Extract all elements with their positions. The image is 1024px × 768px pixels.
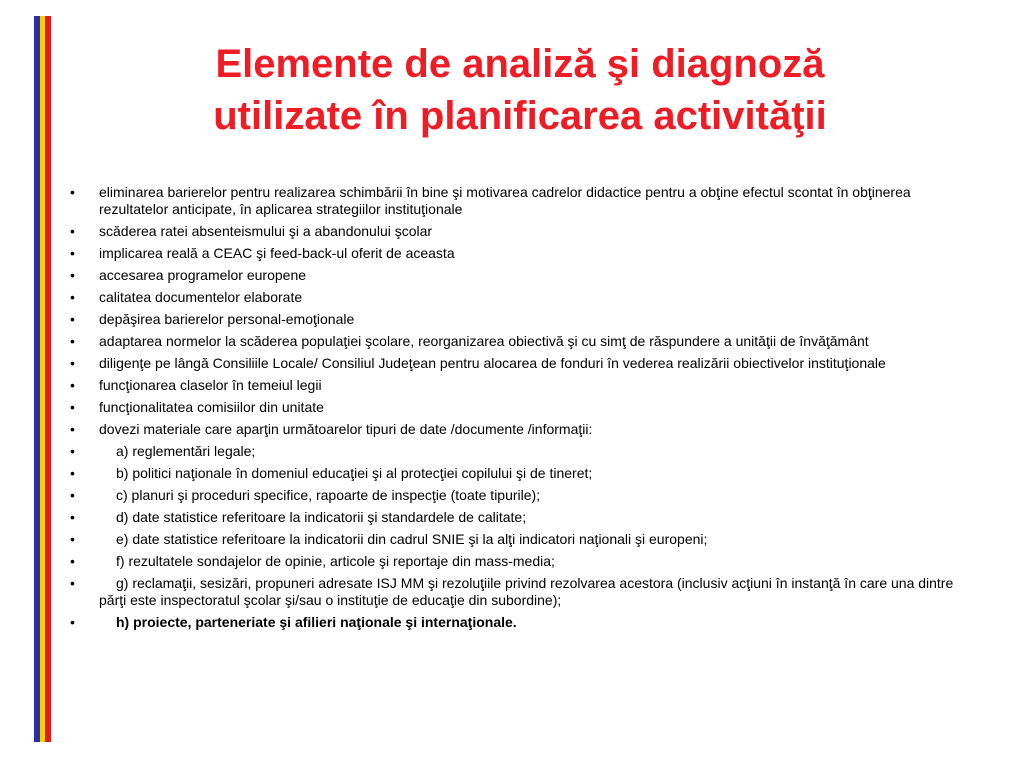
list-item-text: diligenţe pe lângă Consiliile Locale/ Consiliul Judeţean pentru alocarea de fonduri în vederea realizării obiectivelor instituţionale [99,355,886,371]
list-item [70,289,975,306]
list-item-text: dovezi materiale care aparţin următoarelor tipuri de date /documente /informaţii: [99,421,593,437]
list-item-text: e) date statistice referitoare la indicatorii din cadrul SNIE şi la alţi indicatori naţionali şi europeni; [116,531,708,547]
bullet-dot: • [70,377,75,393]
list-item-text: b) politici naţionale în domeniul educaţiei şi al protecţiei copilului şi de tineret; [116,465,593,481]
sub-list-item [70,575,975,609]
list-item [70,311,975,328]
bullet-dot: • [70,443,75,459]
bullet-dot: • [70,531,75,547]
list-item-text: funcţionarea claselor în temeiul legii [99,377,322,393]
list-item-text: adaptarea normelor la scăderea populaţiei şcolare, reorganizarea obiectivă şi cu simţ de răspundere a unităţii de învăţământ [99,333,869,349]
list-item-text: f) rezultatele sondajelor de opinie, articole şi reportaje din mass-media; [116,553,555,569]
sub-list-item [70,443,975,460]
bullet-dot: • [70,311,75,327]
list-item-text: funcţionalitatea comisiilor din unitate [99,399,324,415]
bullet-dot: • [70,509,75,525]
sub-list-item [70,509,975,526]
list-item-text: h) proiecte, parteneriate şi afilieri naţionale şi internaţionale. [116,614,517,630]
bullet-dot: • [70,575,75,591]
bullet-dot: • [70,553,75,569]
list-item [70,245,975,262]
bullet-dot: • [70,333,75,349]
list-item [70,421,975,438]
slide-title-line-2: utilizate în planificarea activităţii [213,94,827,138]
list-item-text: depăşirea barierelor personal-emoţionale [99,311,355,327]
bullet-dot: • [70,399,75,415]
bullet-dot: • [70,355,75,371]
bullet-dot: • [70,245,75,261]
list-item [70,355,975,372]
list-item-text: g) reclamaţii, sesizări, propuneri adresate ISJ MM şi rezoluţiile privind rezolvarea acestora (inclusiv acţiuni în instanţă în care una dintre părţi este inspectoratul şcolar şi/sau o instituţie de educaţie din subordine); [99,575,954,608]
list-item-text: scăderea ratei absenteismului şi a abandonului şcolar [99,223,433,239]
bullet-dot: • [70,487,75,503]
list-item [70,333,975,350]
list-item-text: accesarea programelor europene [99,267,307,283]
list-item-text: calitatea documentelor elaborate [99,289,303,305]
bullet-dot: • [70,289,75,305]
list-item [70,399,975,416]
list-item [70,377,975,394]
bullet-dot: • [70,421,75,437]
sub-list-item [70,487,975,504]
list-item-text: d) date statistice referitoare la indicatorii şi standardele de calitate; [116,509,527,525]
list-item [70,184,975,218]
list-item-text: implicarea reală a CEAC şi feed-back-ul oferit de aceasta [99,245,455,261]
bullet-dot: • [70,223,75,239]
list-item-text: c) planuri şi proceduri specifice, rapoarte de inspecţie (toate tipurile); [116,487,541,503]
list-item-text: a) reglementări legale; [116,443,256,459]
list-item [70,223,975,240]
bullet-list [70,184,975,636]
list-item [70,267,975,284]
bullet-dot: • [70,267,75,283]
list-item-text: eliminarea barierelor pentru realizarea schimbării în bine şi motivarea cadrelor didactice pentru a obţine efectul scontat în obţinerea rezultatelor anticipate, în aplicarea strategiilor instituţionale [99,184,911,217]
sub-list-item [70,614,975,631]
bullet-dot: • [70,614,75,630]
bullet-dot: • [70,465,75,481]
sub-list-item [70,531,975,548]
slide-title-line-1: Elemente de analiză şi diagnoză [215,42,825,86]
bullet-dot: • [70,184,75,200]
flag-stripe-red [45,16,51,742]
sub-list-item [70,553,975,570]
slide-title [90,38,950,142]
sub-list-item [70,465,975,482]
